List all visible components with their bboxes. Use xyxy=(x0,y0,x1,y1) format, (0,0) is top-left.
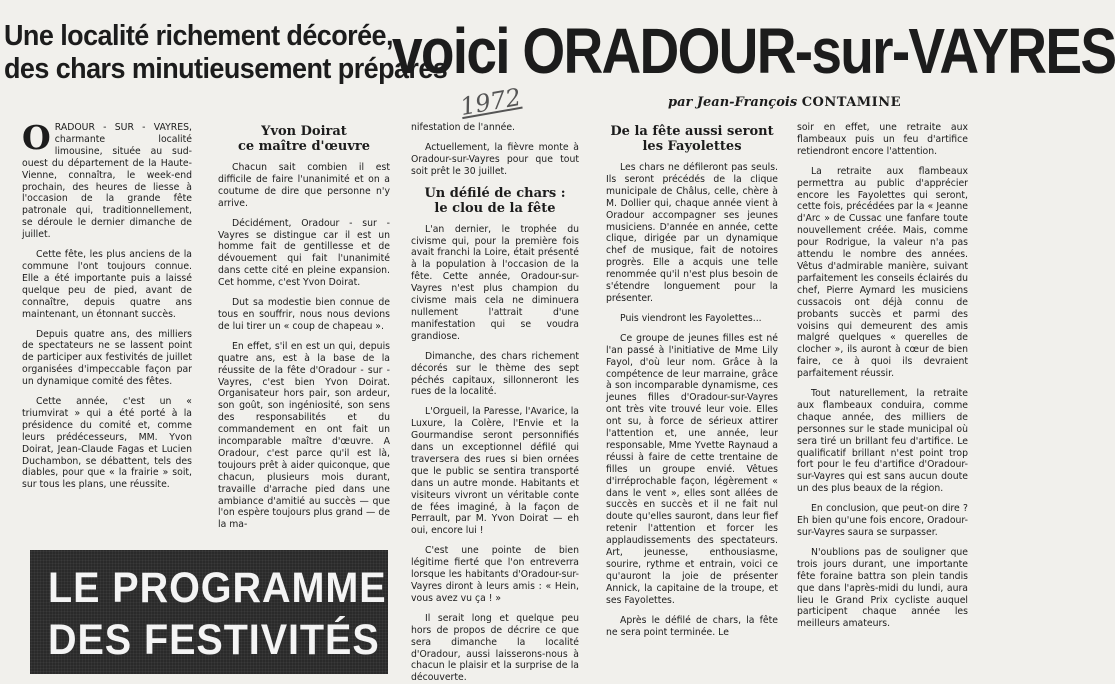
article-paragraph: Cette fête, les plus anciens de la commune l'ont toujours connue. Elle a été importante puis a laissé quelque peu de pied, avant de connaître, depuis quatre ans maintenant, un étonnant succès. xyxy=(22,249,192,320)
byline xyxy=(668,95,901,110)
article-paragraph: Ce groupe de jeunes filles est né l'an passé à l'initiative de Mme Lily Fayol, d'où leur nom. Grâce à la compétence de leur marraine, grâce à son incomparable dynamisme, ces jeunes filles d'Oradour-sur-Vayres ont très vite trouvé leur voie. Elles ont su, à force de sérieux attirer l'attention et, une année, leur responsable, Mme Yvette Raynaud a réussi à faire de cette trentaine de filles un groupe envié. Vêtues d'irréprochable façon, légèrement « dans le vent », elles sont allées de succès en succès et il ne fait nul doute qu'elles sauront, dans leur fief retenir l'attention et forcer les applaudissements des spectateurs. Art, jeunesse, enthousiasme, sourire, rythme et entrain, voici ce qu'auront la joie de présenter Annick, la capitaine de la troupe, et ses Fayolettes. xyxy=(606,332,778,606)
article-paragraph: Depuis quatre ans, des milliers de spectateurs ne se lassent point de participer aux festivités de juillet organisées d'impeccable façon par un dynamique comité des fêtes. xyxy=(22,328,192,388)
article-paragraph: N'oublions pas de souligner que trois jours durant, une importante fête foraine battra son plein tandis que dans l'après-midi du lundi, aura lieu le Grand Prix cycliste auquel participent chaque année les meilleurs amateurs. xyxy=(797,546,968,630)
article-paragraph: Dut sa modestie bien connue de tous en souffrir, nous nous devions de lui tirer un « coup de chapeau ». xyxy=(218,297,390,332)
article-paragraph: Cette année, c'est un « triumvirat » qui a été porté à la présidence du comité et, comme leurs prédécesseurs, MM. Yvon Doirat, Jean-Claude Fagas et Lucien Duchambon, se débattent, tels des diables, pour que « la frairie » soit, sur tous les plans, une réussite. xyxy=(22,396,192,491)
article-paragraph: nifestation de l'année. xyxy=(411,122,516,133)
article-paragraph: L'an dernier, le trophée du civisme qui, pour la première fois avait franchi la Loire, était présenté à la population à l'occasion de la fête. Cette année, Oradour-sur-Vayres n'est plus champion du civisme mais cela ne diminuera nullement l'attrait d'une manifestation qui se voudra grandiose. xyxy=(411,223,579,342)
article-paragraph: La retraite aux flambeaux permettra au public d'apprécier encore les Fayolettes qui seront, cette fois, précédées par la « Jeanne d'Arc » de Cussac une fanfare toute nouvellement créée. Mais, comme pour Rodrigue, la valeur n'a pas attendu le nombre des années. Vêtus d'admirable manière, suivant parfaitement les conseils éclairés du chef, Pierre Aymard les musiciens cussacois ont déjà connu de probants succès et parmi des voisins qui demeurent des amis malgré quelques « querelles de clocher », ils auront à cœur de bien faire, ce à quoi ils devraient parfaitement réussir. xyxy=(797,165,968,380)
drop-cap: O xyxy=(22,118,51,157)
program-title-line2: DES FESTIVITÉS xyxy=(48,616,380,664)
article-paragraph: L'Orgueil, la Paresse, l'Avarice, la Luxure, la Colère, l'Envie et la Gourmandise seront personnifiés dans un exceptionnel défilé qui traversera des rues si bien ornées que le public se sentira transporté dans un autre monde. Habitants et visiteurs vivront un véritable conte de fées imaginé, à la façon de Perrault, par M. Yvon Doirat — eh oui, encore lui ! xyxy=(411,406,579,537)
article-paragraph: En effet, s'il en est un qui, depuis quatre ans, est à la base de la réussite de la fête d'Oradour - sur - Vayres, c'est bien Yvon Doirat. Organisateur hors pair, son ardeur, son goût, son ingéniosité, son sens des responsabilités et du commandement en ont fait un incomparable maître d'œuvre. A Oradour, c'est parce qu'il est là, toujours prêt à aider quiconque, que chacun, plusieurs mois durant, travaille d'arrache pied dans une ambiance d'amitié au succès — que l'on espère toujours plus grand — de la ma- xyxy=(218,340,390,531)
article-paragraph: C'est une pointe de bien légitime fierté que l'on entreverra lorsque les habitants d'Oradour-sur-Vayres diront à leurs amis : « Hein, vous avez vu ça ! » xyxy=(411,545,579,604)
program-box xyxy=(30,550,388,674)
subheading-yvon-doirat: Yvon Doirat ce maître d'œuvre xyxy=(237,124,371,154)
article-paragraph: Les chars ne défileront pas seuls. Ils seront précédés de la clique municipale de Châlus, celle, chère à M. Dollier qui, chaque année vient à Oradour accompagner ses jeunes musiciens. D'année en année, cette clique, dirigée par un dynamique chef de musique, fait de notoires progrès. Elle a acquis une telle renommée qu'il n'est plus besoin de s'étendre longuement pour la présenter. xyxy=(606,162,778,304)
article-paragraph: Dimanche, des chars richement décorés sur le thème des sept péchés capitaux, sillonneront les rues de la localité. xyxy=(411,350,579,398)
article-paragraph: Chacun sait combien il est difficile de faire l'unanimité et on a coutume de dire que personne n'y arrive. xyxy=(218,162,390,209)
article-column-5 xyxy=(797,122,968,670)
article-paragraph: Puis viendront les Fayolettes... xyxy=(620,312,762,324)
subheading-fayolettes: De la fête aussi seront les Fayolettes xyxy=(610,124,774,154)
article-paragraph: soir en effet, une retraite aux flambeaux puis un feu d'artifice retiendront encore l'attention. xyxy=(797,122,968,157)
program-title-line1: LE PROGRAMME xyxy=(48,564,387,612)
subheading-defile-de-chars: Un défilé de chars : le clou de la fête xyxy=(424,185,566,216)
article-paragraph: ORADOUR - SUR - VAYRES, charmante localité limousine, située au sud-ouest du département de la Haute-Vienne, connaîtra, le week-end prochain, des heures de liesse à l'occasion de la grande fête patronale qui, traditionnellement, se déroule le dernier dimanche de juillet. xyxy=(22,118,192,241)
article-paragraph: Décidément, Oradour - sur - Vayres se distingue car il est un homme fait de gentillesse et de dévouement qui fait l'unanimité dans cette cité en pleine expansion. Cet homme, c'est Yvon Doirat. xyxy=(218,217,390,289)
headline-left xyxy=(4,20,448,86)
article-column-3 xyxy=(411,122,579,684)
article-paragraph: En conclusion, que peut-on dire ? Eh bien qu'une fois encore, Oradour-sur-Vayres saura se surpasser. xyxy=(797,503,968,538)
article-paragraph: Après le défilé de chars, la fête ne sera point terminée. Le xyxy=(606,614,778,638)
handwritten-year: 1972 xyxy=(458,82,524,122)
headline-left-line2: des chars minutieusement préparés xyxy=(4,53,448,85)
program-title xyxy=(48,562,387,666)
headline-main: voici ORADOUR-sur-VAYRES xyxy=(392,15,1115,87)
headline-left-line1: Une localité richement décorée, xyxy=(4,20,393,52)
article-paragraph: Tout naturellement, la retraite aux flambeaux conduira, comme chaque année, des milliers de personnes sur le stade municipal où sera tiré un brillant feu d'artifice. Le qualificatif brillant n'est point trop fort pour le feu d'artifice d'Oradour-sur-Vayres qui est sans aucun doute un des plus beaux de la région. xyxy=(797,388,968,495)
article-column-4 xyxy=(606,122,778,670)
byline-prefix: par Jean-François xyxy=(668,95,802,110)
article-column-1 xyxy=(22,118,192,522)
article-paragraph: Il serait long et quelque peu hors de propos de décrire ce que sera dimanche la localité d'Oradour, aussi laisserons-nous à chacun le plaisir et la surprise de la découverte. xyxy=(411,612,579,684)
article-paragraph: Actuellement, la fièvre monte à Oradour-sur-Vayres pour que tout soit prêt le 30 juillet. xyxy=(411,141,579,177)
byline-surname: CONTAMINE xyxy=(801,95,902,110)
